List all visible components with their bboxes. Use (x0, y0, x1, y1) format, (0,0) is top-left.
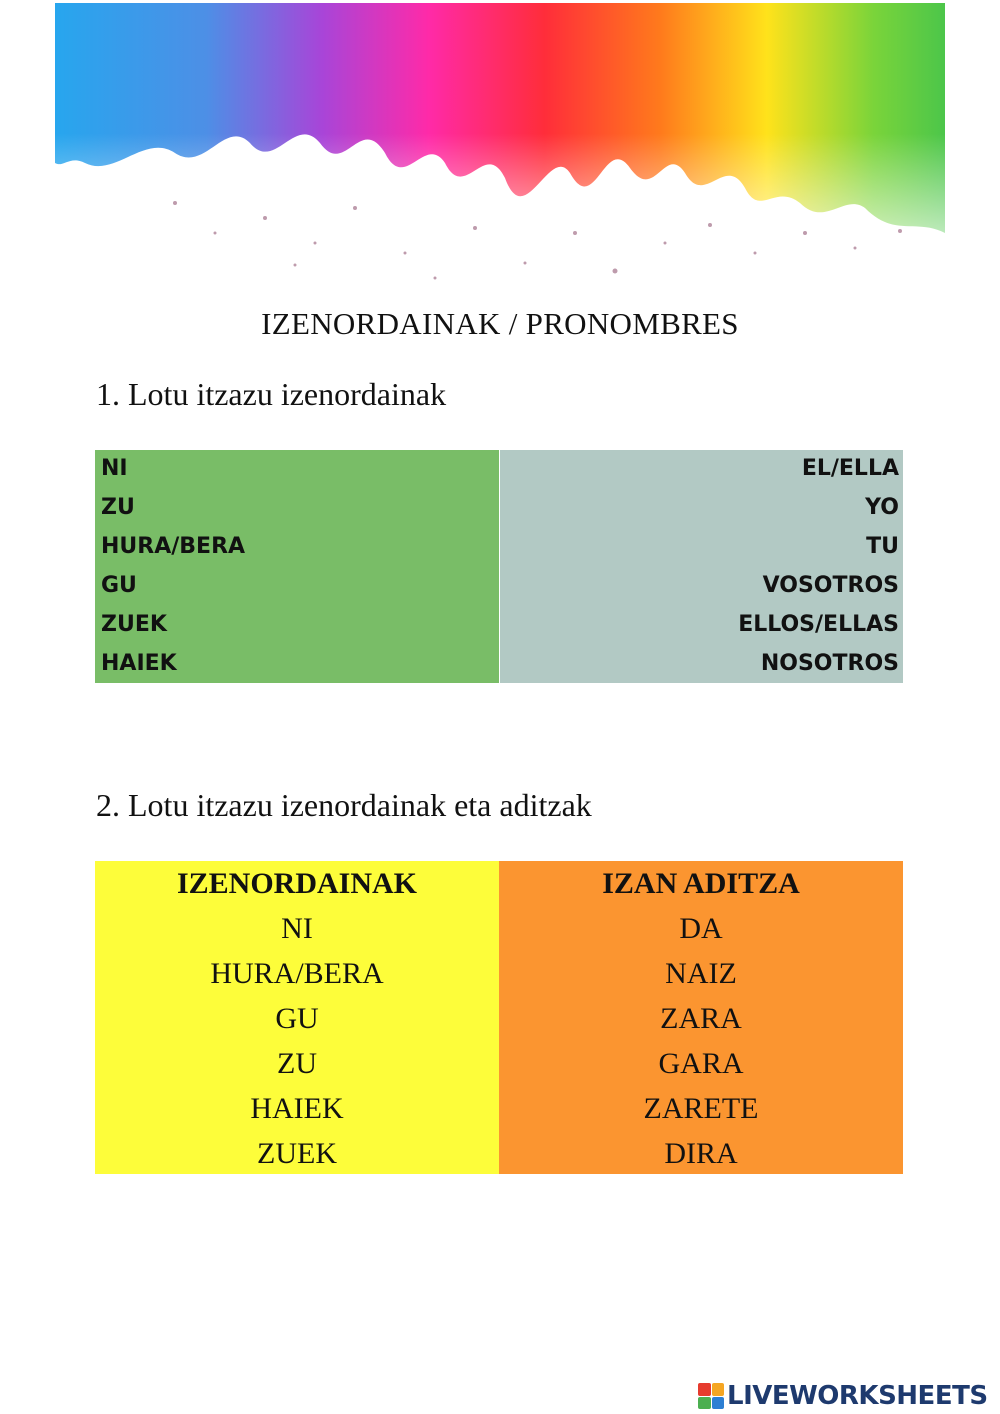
liveworksheets-logo-icon (698, 1383, 724, 1409)
basque-pronoun[interactable]: NI (101, 456, 128, 481)
page-title: IZENORDAINAK / PRONOMBRES (261, 306, 739, 341)
spanish-pronoun[interactable]: YO (865, 495, 899, 520)
basque-pronoun[interactable]: ZU (101, 495, 135, 520)
verb-izan-column (499, 861, 903, 1174)
rainbow-powder-banner (55, 3, 945, 293)
pronoun-item[interactable]: HAIEK (250, 1092, 344, 1125)
spanish-pronoun[interactable]: ELLOS/ELLAS (738, 612, 899, 637)
pronoun-item[interactable]: ZU (277, 1047, 317, 1080)
spanish-pronoun[interactable]: NOSOTROS (760, 651, 899, 676)
pronouns-column-header: IZENORDAINAK (176, 867, 418, 900)
pronoun-item[interactable]: NI (281, 912, 313, 945)
liveworksheets-logo[interactable] (698, 1378, 988, 1414)
verb-form-item[interactable]: DIRA (664, 1137, 738, 1170)
pronoun-verb-matching-table (95, 861, 903, 1174)
basque-pronoun[interactable]: GU (101, 573, 137, 598)
spanish-pronoun[interactable]: VOSOTROS (762, 573, 899, 598)
pronoun-item[interactable]: ZUEK (257, 1137, 337, 1170)
spanish-pronoun[interactable]: EL/ELLA (801, 456, 899, 481)
basque-pronouns-column (95, 450, 499, 683)
verb-column-header: IZAN ADITZA (602, 867, 800, 900)
pronouns-column (95, 861, 499, 1174)
pronoun-item[interactable]: GU (275, 1002, 319, 1035)
pronoun-item[interactable]: HURA/BERA (210, 957, 384, 990)
verb-form-item[interactable]: NAIZ (665, 957, 737, 990)
verb-form-item[interactable]: ZARETE (643, 1092, 759, 1125)
basque-pronoun[interactable]: ZUEK (101, 612, 167, 637)
liveworksheets-logo-text: LIVEWORKSHEETS (727, 1381, 988, 1411)
section-1-heading: 1. Lotu itzazu izenordainak (96, 376, 447, 412)
basque-pronoun[interactable]: HAIEK (101, 651, 177, 676)
section-2-heading: 2. Lotu itzazu izenordainak eta aditzak (96, 787, 592, 823)
pronoun-matching-table (95, 450, 903, 683)
verb-form-item[interactable]: ZARA (660, 1002, 742, 1035)
verb-form-item[interactable]: DA (679, 912, 723, 945)
spanish-pronouns-column (500, 450, 904, 683)
verb-form-item[interactable]: GARA (658, 1047, 744, 1080)
spanish-pronoun[interactable]: TU (866, 534, 899, 559)
basque-pronoun[interactable]: HURA/BERA (101, 534, 246, 559)
